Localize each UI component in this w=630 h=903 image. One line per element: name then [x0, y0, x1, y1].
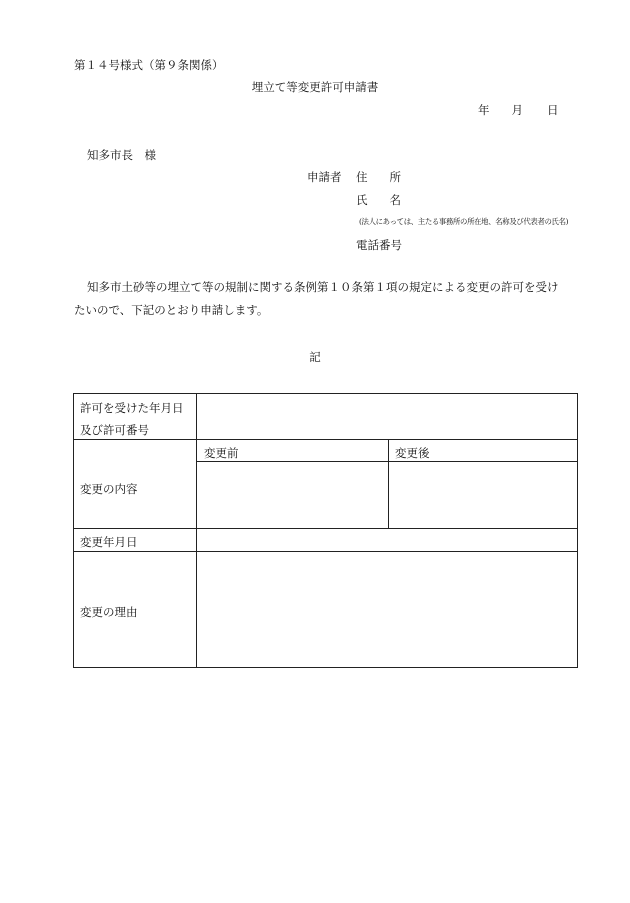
- phone-label: 電話番号: [356, 238, 402, 252]
- permit-info-value-cell[interactable]: [197, 394, 577, 439]
- after-label: 変更後: [395, 446, 430, 460]
- date-day-label: 日: [547, 103, 559, 117]
- body-text: 知多市土砂等の埋立て等の規制に関する条例第１０条第１項の規定による変更の許可を受けたいので、下記のとおり申請します。: [74, 280, 559, 317]
- form-number: 第１４号様式（第９条関係）: [74, 58, 224, 72]
- change-date-value-cell[interactable]: [197, 529, 577, 551]
- addressee: 知多市長 様: [87, 148, 156, 162]
- before-value-cell[interactable]: [197, 462, 388, 528]
- before-label: 変更前: [204, 446, 239, 460]
- date-month-label: 月: [511, 103, 523, 117]
- permit-info-label-line1: 許可を受けた年月日: [80, 401, 184, 415]
- row-divider-1: [74, 439, 577, 440]
- applicant-label: 申請者: [307, 170, 342, 184]
- change-reason-value-cell[interactable]: [197, 552, 577, 667]
- date-line: [478, 102, 559, 118]
- application-table: [73, 393, 578, 668]
- change-reason-label: 変更の理由: [80, 605, 138, 619]
- corporate-note: (法人にあっては、主たる事務所の所在地、名称及び代表者の氏名): [359, 217, 569, 226]
- date-year-label: 年: [478, 103, 490, 117]
- permit-info-label-line2: 及び許可番号: [80, 423, 149, 437]
- address-label: 住所: [356, 170, 423, 184]
- name-label: 氏名: [356, 193, 423, 207]
- change-date-label: 変更年月日: [80, 535, 138, 549]
- document-title: 埋立て等変更許可申請書: [251, 80, 379, 94]
- change-content-label: 変更の内容: [80, 482, 138, 496]
- after-value-cell[interactable]: [389, 462, 577, 528]
- ki-heading: 記: [309, 350, 321, 364]
